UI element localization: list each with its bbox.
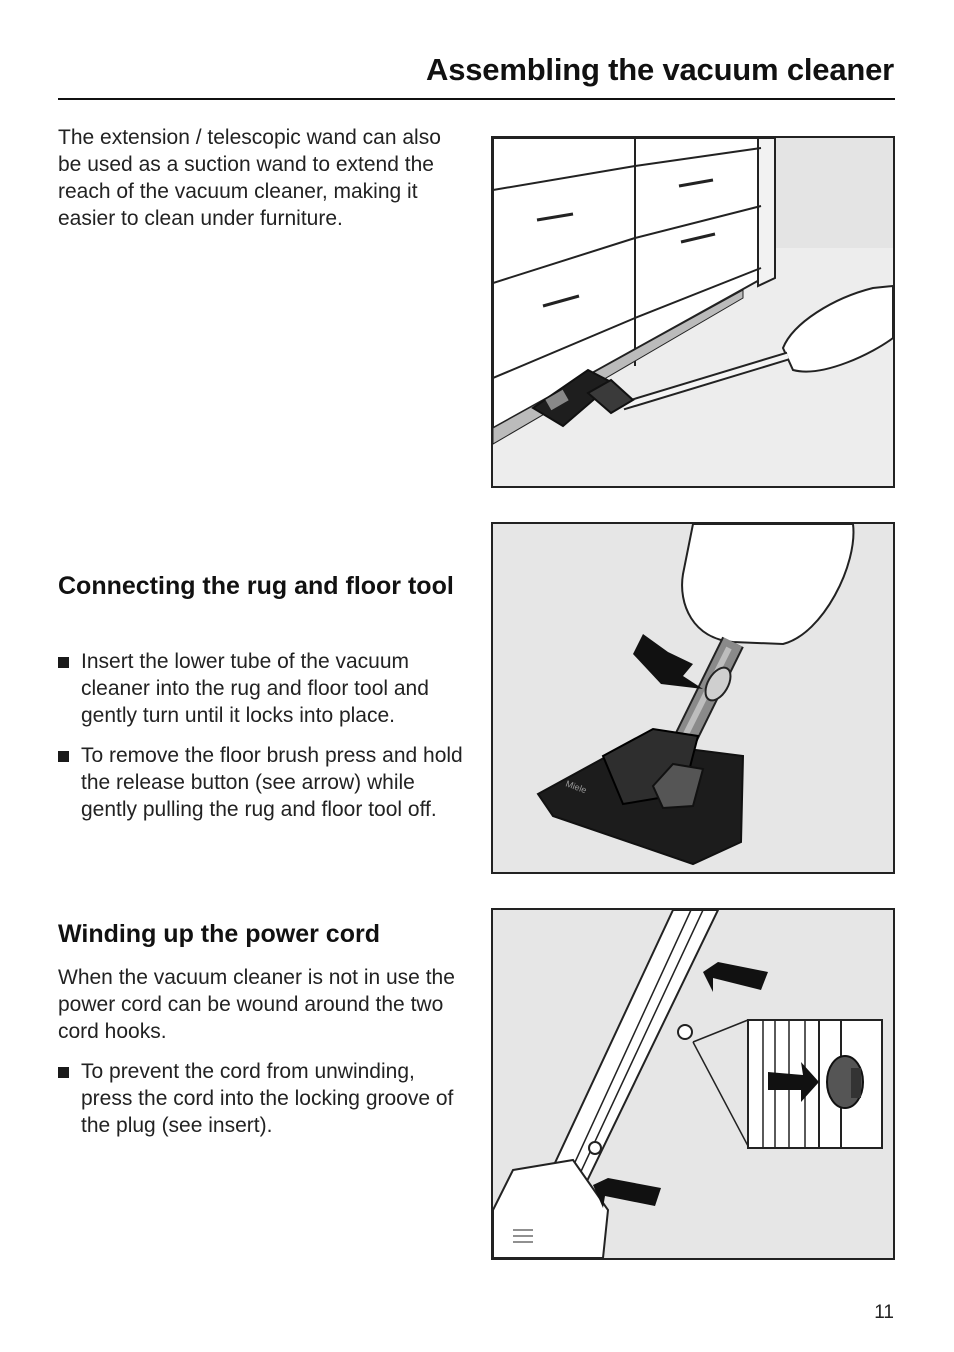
power-cord-paragraph: When the vacuum cleaner is not in use the power cord can be wound around the two cord hooks. [58,966,455,1043]
floor-tool-brand-logo: Miele [564,778,588,796]
page-number: 11 [874,1302,894,1323]
section-heading-rug-floor-tool: Connecting the rug and floor tool [58,572,454,600]
bullet-item [58,1058,468,1139]
bullet-item [58,648,468,729]
bullet-text: To remove the floor brush press and hold the release button (see arrow) while gently pulling the rug and floor tool off. [81,744,463,821]
bullet-text: Insert the lower tube of the vacuum cleaner into the rug and floor tool and gently turn until it locks into place. [81,650,429,727]
bullet-square-icon [58,751,69,762]
intro-paragraph: The extension / telescopic wand can also be used as a suction wand to extend the reach of the vacuum cleaner, making it easier to clean under furniture. [58,126,441,230]
figure-cord-hooks [491,908,895,1260]
bullet-text: To prevent the cord from unwinding, press the cord into the locking groove of the plug (see insert). [81,1060,454,1137]
bullet-square-icon [58,1067,69,1078]
header-divider [58,98,895,100]
bullet-item [58,742,468,823]
figure-wand-under-furniture [491,136,895,488]
bullet-square-icon [58,657,69,668]
section-heading-power-cord: Winding up the power cord [58,920,380,948]
figure-floor-tool-release [491,522,895,874]
page-title: Assembling the vacuum cleaner [426,52,894,87]
